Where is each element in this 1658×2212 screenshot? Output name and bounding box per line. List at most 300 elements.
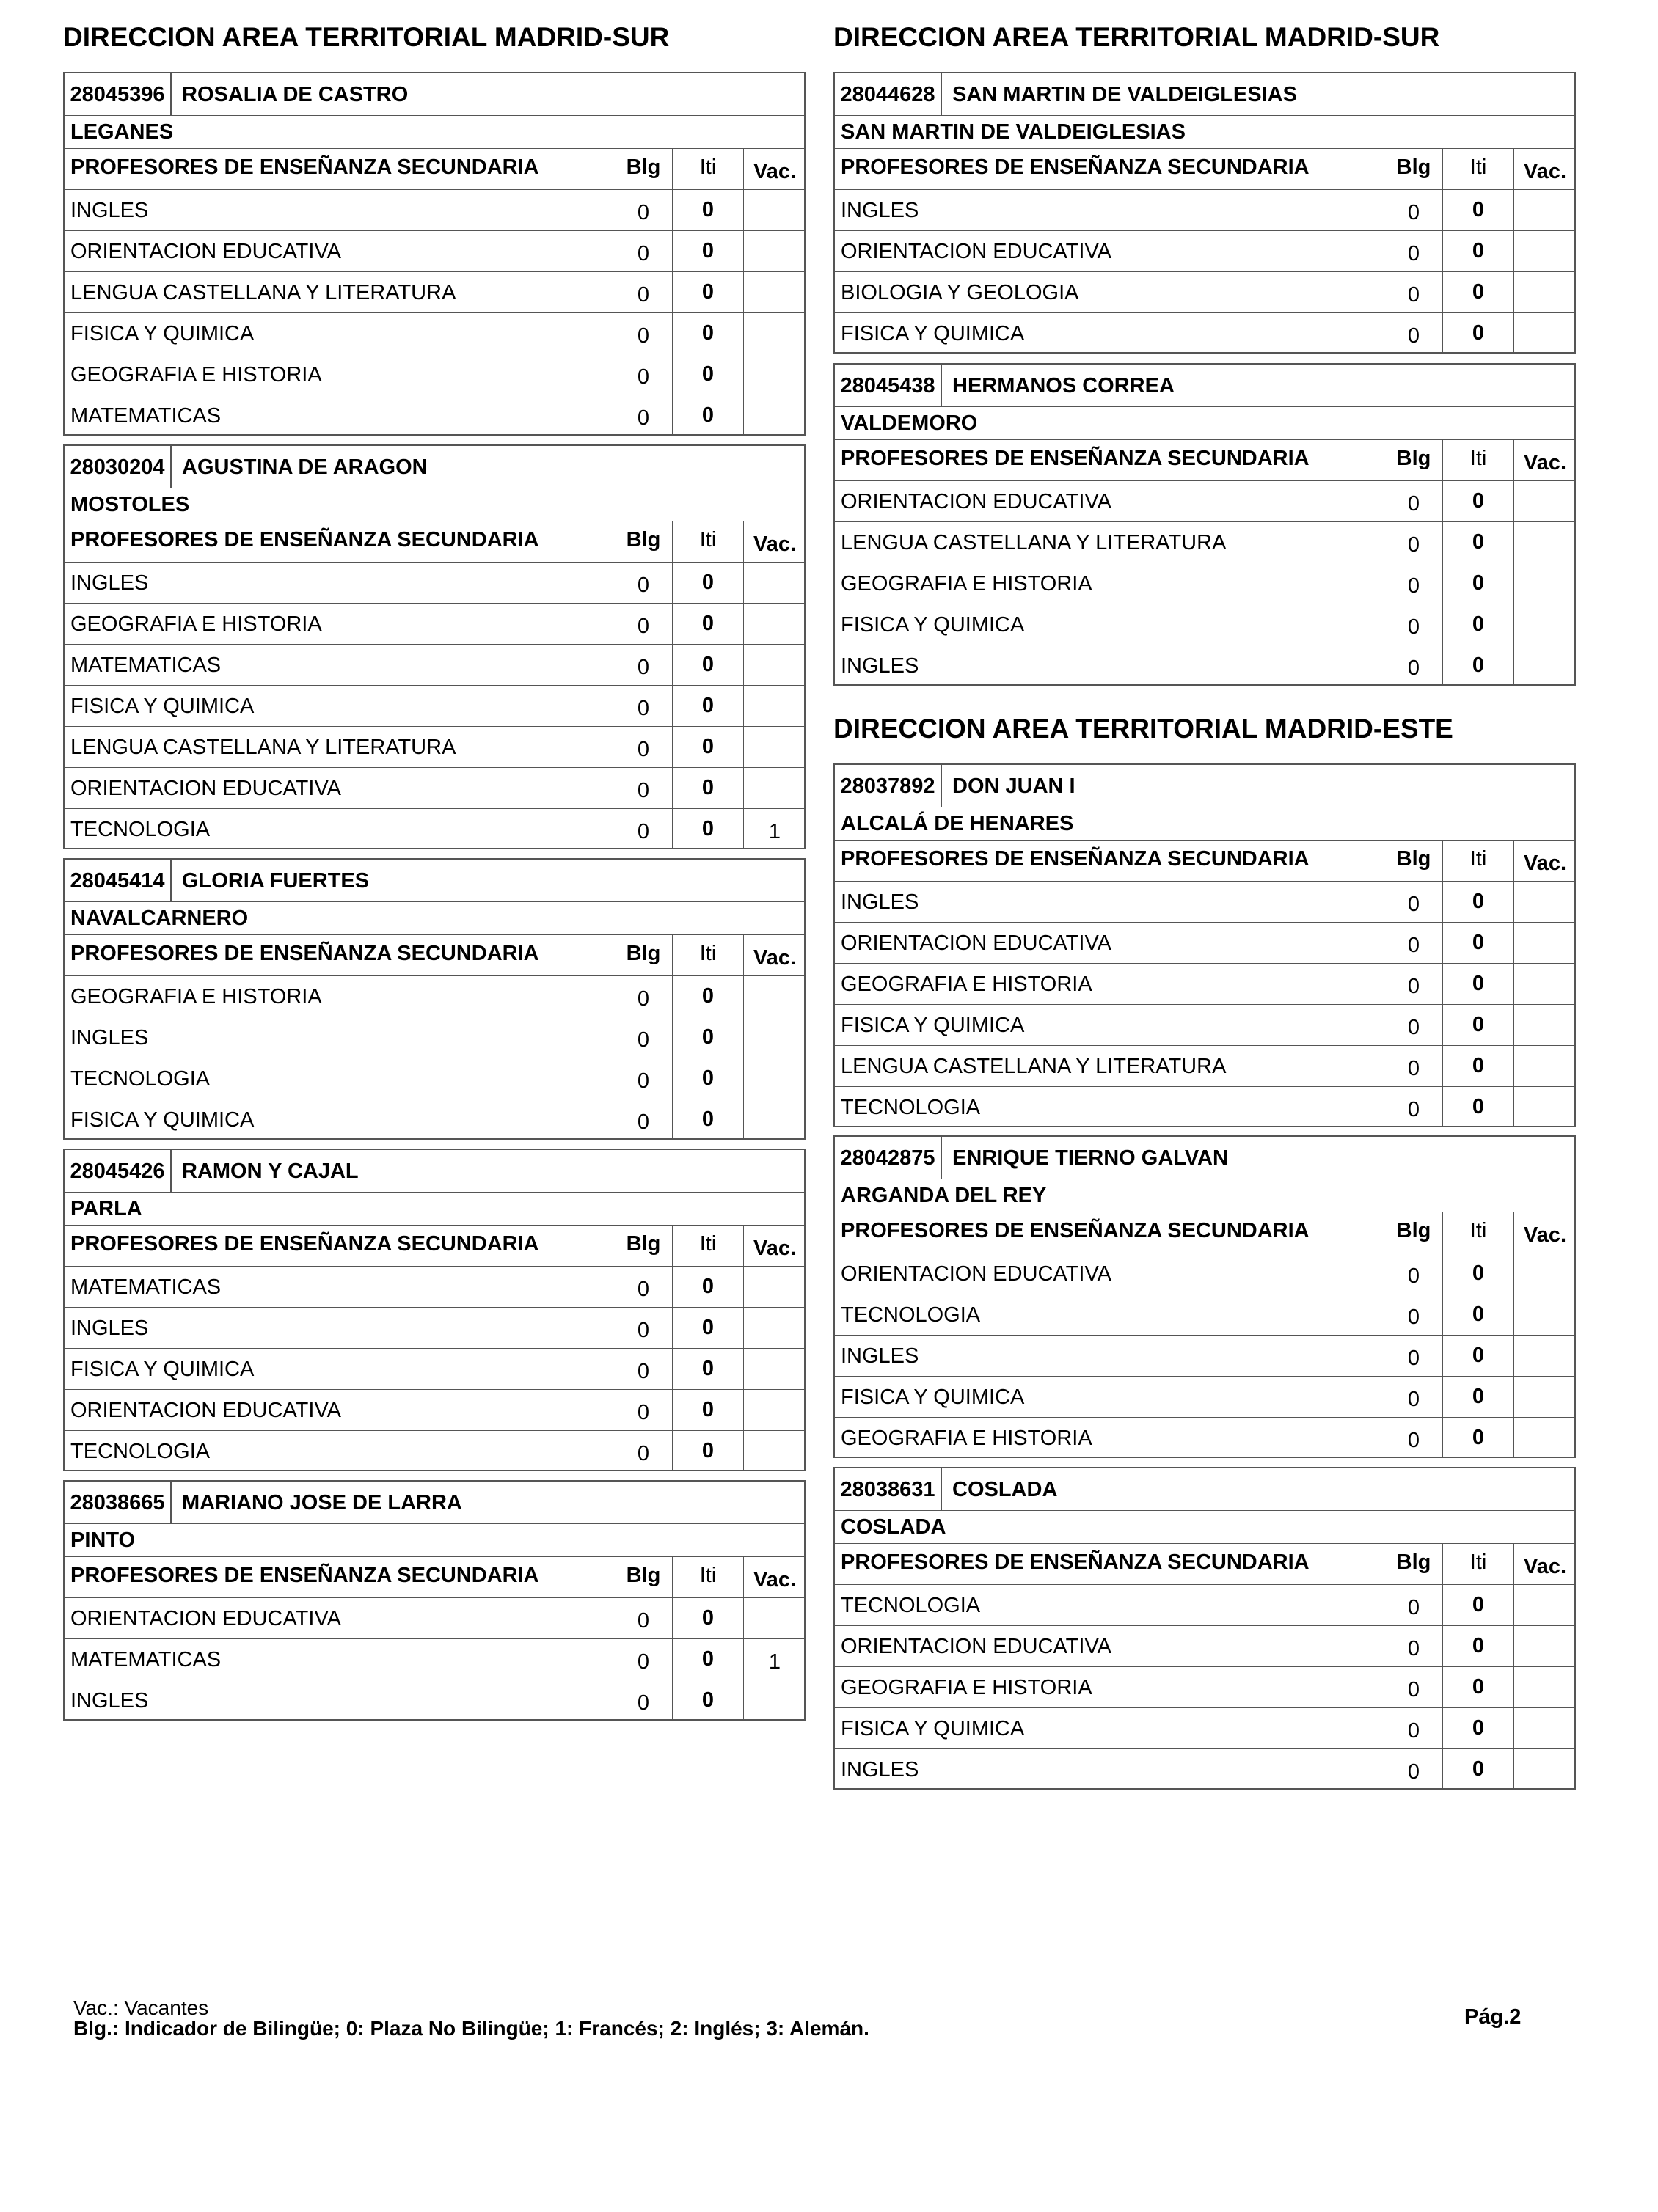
subject-name: ORIENTACION EDUCATIVA xyxy=(70,777,341,800)
subject-table xyxy=(833,439,1576,686)
subject-name: FISICA Y QUIMICA xyxy=(841,1385,1025,1409)
subject-table xyxy=(833,840,1576,1127)
table-row xyxy=(63,767,806,808)
iti-value: 0 xyxy=(672,686,744,726)
table-row xyxy=(833,189,1576,230)
blg-value: 0 xyxy=(637,615,650,638)
subject-name: ORIENTACION EDUCATIVA xyxy=(841,240,1111,263)
iti-value: 0 xyxy=(1442,522,1514,563)
blg-value: 0 xyxy=(637,1609,650,1633)
iti-value: 0 xyxy=(1442,1005,1514,1045)
vac-value xyxy=(1514,1708,1576,1748)
blg-value: 0 xyxy=(1407,492,1420,516)
vac-value xyxy=(1514,231,1576,271)
table-row xyxy=(63,644,806,685)
table-row xyxy=(833,521,1576,563)
iti-value: 0 xyxy=(672,1680,744,1719)
header-body-label: PROFESORES DE ENSEÑANZA SECUNDARIA xyxy=(70,1564,539,1587)
header-blg: Blg xyxy=(1396,1550,1431,1574)
table-row xyxy=(63,1680,806,1721)
subject-name: FISICA Y QUIMICA xyxy=(70,322,255,345)
table-row xyxy=(63,1638,806,1680)
vac-value xyxy=(1514,190,1576,230)
subject-name: FISICA Y QUIMICA xyxy=(70,1358,255,1381)
center-header xyxy=(63,1480,806,1524)
iti-value: 0 xyxy=(672,313,744,354)
vac-value xyxy=(744,727,806,767)
iti-value: 0 xyxy=(672,231,744,271)
subject-name: INGLES xyxy=(841,1344,919,1368)
blg-value: 0 xyxy=(637,820,650,843)
header-vac: Vac. xyxy=(753,1568,797,1592)
center-town: SAN MARTIN DE VALDEIGLESIAS xyxy=(833,116,1576,148)
table-row xyxy=(63,1017,806,1058)
table-header-row xyxy=(833,840,1576,881)
vac-value xyxy=(744,976,806,1017)
blg-value: 0 xyxy=(637,1319,650,1342)
vac-value xyxy=(1514,923,1576,963)
subject-name: ORIENTACION EDUCATIVA xyxy=(841,1635,1111,1658)
blg-value: 0 xyxy=(1407,1637,1420,1660)
iti-value: 0 xyxy=(1442,313,1514,352)
table-header-row xyxy=(63,1556,806,1597)
page-number: Pág.2 xyxy=(1464,2005,1522,2029)
table-row xyxy=(63,354,806,395)
center-town: COSLADA xyxy=(833,1511,1576,1543)
iti-value: 0 xyxy=(672,354,744,395)
subject-name: INGLES xyxy=(70,1026,149,1050)
center-town: PINTO xyxy=(63,1524,806,1556)
subject-name: MATEMATICAS xyxy=(70,1275,222,1299)
subject-name: FISICA Y QUIMICA xyxy=(841,1717,1025,1740)
iti-value: 0 xyxy=(672,563,744,603)
table-row xyxy=(63,230,806,271)
blg-value: 0 xyxy=(1407,283,1420,307)
center-town: VALDEMORO xyxy=(833,407,1576,439)
center-town: ALCALÁ DE HENARES xyxy=(833,807,1576,840)
vac-value xyxy=(1514,1253,1576,1294)
subject-name: ORIENTACION EDUCATIVA xyxy=(841,490,1111,513)
blg-value: 0 xyxy=(637,1028,650,1052)
blg-value: 0 xyxy=(1407,1016,1420,1039)
table-row xyxy=(63,726,806,767)
subject-name: LENGUA CASTELLANA Y LITERATURA xyxy=(841,531,1227,554)
table-row xyxy=(63,395,806,436)
table-row xyxy=(63,1307,806,1348)
center-header xyxy=(833,763,1576,807)
center-town: PARLA xyxy=(63,1193,806,1225)
vac-value xyxy=(1514,645,1576,684)
header-body-label: PROFESORES DE ENSEÑANZA SECUNDARIA xyxy=(70,942,539,965)
iti-value: 0 xyxy=(1442,1046,1514,1086)
header-blg: Blg xyxy=(626,1232,661,1256)
iti-value: 0 xyxy=(1442,231,1514,271)
vac-value xyxy=(744,190,806,230)
table-row xyxy=(63,1430,806,1471)
blg-value: 0 xyxy=(637,1069,650,1093)
iti-value: 0 xyxy=(1442,563,1514,604)
header-vac: Vac. xyxy=(1523,852,1567,875)
center-header xyxy=(63,444,806,488)
header-blg: Blg xyxy=(1396,1219,1431,1242)
vac-value xyxy=(1514,1749,1576,1788)
vac-value: 1 xyxy=(768,820,781,843)
subject-table xyxy=(63,1556,806,1721)
blg-value: 0 xyxy=(1407,533,1420,557)
center-code: 28030204 xyxy=(65,446,172,488)
blg-value: 0 xyxy=(637,283,650,307)
blg-value: 0 xyxy=(1407,201,1420,224)
center-name: AGUSTINA DE ARAGON xyxy=(182,455,428,479)
subject-name: GEOGRAFIA E HISTORIA xyxy=(841,973,1092,996)
center-town: ARGANDA DEL REY xyxy=(833,1179,1576,1212)
center-header xyxy=(63,858,806,902)
iti-value: 0 xyxy=(1442,272,1514,312)
center-name: DON JUAN I xyxy=(952,774,1075,798)
table-row xyxy=(833,881,1576,922)
vac-value xyxy=(744,1308,806,1348)
center-name: SAN MARTIN DE VALDEIGLESIAS xyxy=(952,83,1297,106)
table-header-row xyxy=(833,148,1576,189)
vac-value xyxy=(1514,272,1576,312)
vac-value xyxy=(744,313,806,354)
header-blg: Blg xyxy=(1396,155,1431,179)
table-row xyxy=(63,1389,806,1430)
table-row xyxy=(63,603,806,644)
iti-value: 0 xyxy=(1442,1667,1514,1707)
header-vac: Vac. xyxy=(753,1237,797,1260)
vac-value xyxy=(744,354,806,395)
iti-value: 0 xyxy=(672,727,744,767)
header-blg: Blg xyxy=(626,155,661,179)
header-body-label: PROFESORES DE ENSEÑANZA SECUNDARIA xyxy=(70,1232,539,1256)
subject-name: GEOGRAFIA E HISTORIA xyxy=(841,1676,1092,1699)
vac-value xyxy=(1514,882,1576,922)
iti-value: 0 xyxy=(1442,1336,1514,1376)
subject-table xyxy=(833,1212,1576,1458)
header-vac: Vac. xyxy=(753,160,797,183)
blg-value: 0 xyxy=(1407,242,1420,265)
center-code: 28045426 xyxy=(65,1150,172,1192)
center-header xyxy=(63,72,806,116)
table-row xyxy=(833,230,1576,271)
center-code: 28037892 xyxy=(835,765,942,807)
iti-value: 0 xyxy=(1442,1377,1514,1417)
header-iti: Iti xyxy=(1442,1544,1514,1584)
vac-value xyxy=(744,1349,806,1389)
table-row xyxy=(833,1707,1576,1748)
iti-value: 0 xyxy=(672,645,744,685)
subject-name: ORIENTACION EDUCATIVA xyxy=(70,1607,341,1630)
header-body-label: PROFESORES DE ENSEÑANZA SECUNDARIA xyxy=(841,447,1310,470)
subject-name: GEOGRAFIA E HISTORIA xyxy=(841,1427,1092,1450)
section-title: DIRECCION AREA TERRITORIAL MADRID-SUR xyxy=(63,22,670,52)
subject-name: GEOGRAFIA E HISTORIA xyxy=(70,612,322,636)
subject-name: LENGUA CASTELLANA Y LITERATURA xyxy=(70,281,456,304)
section-title: DIRECCION AREA TERRITORIAL MADRID-SUR xyxy=(833,22,1440,52)
blg-value: 0 xyxy=(637,1278,650,1301)
vac-value xyxy=(1514,1294,1576,1335)
center-name: MARIANO JOSE DE LARRA xyxy=(182,1491,462,1515)
center-name: ENRIQUE TIERNO GALVAN xyxy=(952,1146,1228,1170)
table-row xyxy=(833,1376,1576,1417)
header-iti: Iti xyxy=(672,521,744,562)
iti-value: 0 xyxy=(1442,964,1514,1004)
subject-name: FISICA Y QUIMICA xyxy=(841,322,1025,345)
vac-value xyxy=(744,272,806,312)
center-block xyxy=(833,1135,1576,1458)
table-row xyxy=(63,271,806,312)
blg-value: 0 xyxy=(637,1110,650,1134)
header-iti: Iti xyxy=(1442,149,1514,189)
center-code: 28044628 xyxy=(835,73,942,115)
blg-value: 0 xyxy=(637,1650,650,1674)
header-body-label: PROFESORES DE ENSEÑANZA SECUNDARIA xyxy=(841,847,1310,871)
subject-name: TECNOLOGIA xyxy=(841,1096,981,1119)
vac-value xyxy=(1514,604,1576,645)
header-blg: Blg xyxy=(626,942,661,965)
iti-value: 0 xyxy=(672,976,744,1017)
subject-name: FISICA Y QUIMICA xyxy=(841,613,1025,637)
center-name: COSLADA xyxy=(952,1478,1058,1501)
center-block xyxy=(833,363,1576,686)
center-header xyxy=(833,72,1576,116)
subject-table xyxy=(833,1543,1576,1790)
table-row xyxy=(63,1099,806,1140)
table-row xyxy=(63,312,806,354)
table-header-row xyxy=(63,148,806,189)
iti-value: 0 xyxy=(1442,604,1514,645)
iti-value: 0 xyxy=(672,190,744,230)
vac-value: 1 xyxy=(768,1650,781,1674)
vac-value xyxy=(744,563,806,603)
blg-value: 0 xyxy=(637,406,650,430)
center-code: 28045396 xyxy=(65,73,172,115)
subject-name: ORIENTACION EDUCATIVA xyxy=(841,1262,1111,1286)
header-vac: Vac. xyxy=(753,946,797,970)
blg-value: 0 xyxy=(1407,1429,1420,1452)
vac-value xyxy=(1514,481,1576,521)
table-row xyxy=(63,562,806,603)
table-row xyxy=(833,563,1576,604)
table-header-row xyxy=(63,1225,806,1266)
subject-table xyxy=(63,148,806,436)
blg-value: 0 xyxy=(1407,656,1420,680)
subject-name: TECNOLOGIA xyxy=(70,818,211,841)
center-town: MOSTOLES xyxy=(63,488,806,521)
center-code: 28038665 xyxy=(65,1482,172,1523)
blg-value: 0 xyxy=(1407,1388,1420,1411)
table-header-row xyxy=(63,521,806,562)
blg-value: 0 xyxy=(1407,1305,1420,1329)
vac-value xyxy=(1514,964,1576,1004)
center-name: GLORIA FUERTES xyxy=(182,869,370,893)
subject-name: ORIENTACION EDUCATIVA xyxy=(70,240,341,263)
vac-value xyxy=(744,1598,806,1638)
subject-table xyxy=(833,148,1576,354)
iti-value: 0 xyxy=(672,1058,744,1099)
center-block xyxy=(63,1149,806,1471)
subject-name: LENGUA CASTELLANA Y LITERATURA xyxy=(841,1055,1227,1078)
subject-name: GEOGRAFIA E HISTORIA xyxy=(70,363,322,387)
center-header xyxy=(833,1135,1576,1179)
table-header-row xyxy=(833,1212,1576,1253)
header-blg: Blg xyxy=(626,1564,661,1587)
table-header-row xyxy=(833,1543,1576,1584)
blg-value: 0 xyxy=(1407,1057,1420,1080)
iti-value: 0 xyxy=(672,1099,744,1138)
iti-value: 0 xyxy=(672,768,744,808)
vac-value xyxy=(1514,1377,1576,1417)
table-header-row xyxy=(63,934,806,975)
subject-name: TECNOLOGIA xyxy=(70,1440,211,1463)
table-row xyxy=(833,271,1576,312)
vac-value xyxy=(744,395,806,434)
table-row xyxy=(833,1004,1576,1045)
iti-value: 0 xyxy=(672,1267,744,1307)
table-row xyxy=(63,685,806,726)
blg-value: 0 xyxy=(637,1401,650,1424)
subject-name: ORIENTACION EDUCATIVA xyxy=(841,931,1111,955)
subject-name: FISICA Y QUIMICA xyxy=(70,1108,255,1132)
iti-value: 0 xyxy=(672,809,744,848)
table-row xyxy=(63,808,806,849)
center-block xyxy=(833,1467,1576,1790)
vac-value xyxy=(1514,1418,1576,1457)
table-row xyxy=(63,1348,806,1389)
vac-value xyxy=(1514,522,1576,563)
footer-legend-vacantes: Vac.: Vacantes xyxy=(73,1996,209,2019)
center-name: HERMANOS CORREA xyxy=(952,374,1175,398)
subject-name: INGLES xyxy=(70,1316,149,1340)
blg-value: 0 xyxy=(1407,1678,1420,1702)
blg-value: 0 xyxy=(1407,934,1420,957)
header-blg: Blg xyxy=(626,528,661,552)
subject-name: TECNOLOGIA xyxy=(841,1594,981,1617)
subject-name: INGLES xyxy=(841,890,919,914)
iti-value: 0 xyxy=(672,1349,744,1389)
table-row xyxy=(833,1666,1576,1707)
table-row xyxy=(833,1253,1576,1294)
header-iti: Iti xyxy=(672,1557,744,1597)
blg-value: 0 xyxy=(637,779,650,802)
header-iti: Iti xyxy=(1442,1212,1514,1253)
subject-name: INGLES xyxy=(70,199,149,222)
iti-value: 0 xyxy=(672,1308,744,1348)
center-code: 28045438 xyxy=(835,365,942,406)
blg-value: 0 xyxy=(637,365,650,389)
center-block xyxy=(833,763,1576,1127)
header-iti: Iti xyxy=(672,1226,744,1266)
subject-name: INGLES xyxy=(70,571,149,595)
center-town: LEGANES xyxy=(63,116,806,148)
vac-value xyxy=(744,645,806,685)
blg-value: 0 xyxy=(637,1360,650,1383)
blg-value: 0 xyxy=(637,324,650,348)
subject-table xyxy=(63,1225,806,1471)
subject-name: INGLES xyxy=(70,1689,149,1713)
subject-name: MATEMATICAS xyxy=(70,653,222,677)
blg-value: 0 xyxy=(1407,1264,1420,1288)
vac-value xyxy=(744,1431,806,1470)
iti-value: 0 xyxy=(1442,1749,1514,1788)
vac-value xyxy=(1514,1667,1576,1707)
blg-value: 0 xyxy=(637,738,650,761)
table-header-row xyxy=(833,439,1576,480)
vac-value xyxy=(744,1058,806,1099)
center-block xyxy=(63,1480,806,1721)
vac-value xyxy=(744,1017,806,1058)
subject-name: FISICA Y QUIMICA xyxy=(841,1014,1025,1037)
table-row xyxy=(63,975,806,1017)
header-vac: Vac. xyxy=(753,532,797,556)
table-row xyxy=(63,1266,806,1307)
subject-name: FISICA Y QUIMICA xyxy=(70,695,255,718)
vac-value xyxy=(744,768,806,808)
center-name: RAMON Y CAJAL xyxy=(182,1160,359,1183)
subject-name: GEOGRAFIA E HISTORIA xyxy=(841,572,1092,596)
blg-value: 0 xyxy=(637,1691,650,1715)
vac-value xyxy=(744,231,806,271)
center-block xyxy=(63,858,806,1140)
table-row xyxy=(833,1294,1576,1335)
blg-value: 0 xyxy=(637,201,650,224)
blg-value: 0 xyxy=(1407,615,1420,639)
blg-value: 0 xyxy=(1407,1596,1420,1619)
subject-name: TECNOLOGIA xyxy=(841,1303,981,1327)
center-block xyxy=(63,444,806,849)
header-iti: Iti xyxy=(1442,440,1514,480)
table-row xyxy=(833,604,1576,645)
blg-value: 0 xyxy=(637,656,650,679)
table-row xyxy=(833,1045,1576,1086)
blg-value: 0 xyxy=(1407,1347,1420,1370)
vac-value xyxy=(1514,1005,1576,1045)
header-body-label: PROFESORES DE ENSEÑANZA SECUNDARIA xyxy=(841,155,1310,179)
iti-value: 0 xyxy=(1442,481,1514,521)
subject-name: INGLES xyxy=(841,654,919,678)
header-vac: Vac. xyxy=(1523,451,1567,475)
blg-value: 0 xyxy=(637,987,650,1011)
iti-value: 0 xyxy=(672,604,744,644)
iti-value: 0 xyxy=(1442,1585,1514,1625)
iti-value: 0 xyxy=(672,1431,744,1470)
subject-name: LENGUA CASTELLANA Y LITERATURA xyxy=(70,736,456,759)
iti-value: 0 xyxy=(1442,190,1514,230)
table-row xyxy=(833,480,1576,521)
center-code: 28045414 xyxy=(65,860,172,901)
blg-value: 0 xyxy=(637,574,650,597)
header-body-label: PROFESORES DE ENSEÑANZA SECUNDARIA xyxy=(841,1550,1310,1574)
vac-value xyxy=(744,1680,806,1719)
center-code: 28038631 xyxy=(835,1468,942,1510)
iti-value: 0 xyxy=(672,1390,744,1430)
blg-value: 0 xyxy=(1407,1098,1420,1121)
table-row xyxy=(833,963,1576,1004)
center-header xyxy=(833,1467,1576,1511)
subject-name: INGLES xyxy=(841,199,919,222)
vac-value xyxy=(744,604,806,644)
table-row xyxy=(833,1086,1576,1127)
vac-value xyxy=(744,1267,806,1307)
vac-value xyxy=(1514,1087,1576,1126)
iti-value: 0 xyxy=(672,1639,744,1680)
center-block xyxy=(833,72,1576,354)
iti-value: 0 xyxy=(1442,1708,1514,1748)
table-row xyxy=(833,645,1576,686)
vac-value xyxy=(1514,1626,1576,1666)
vac-value xyxy=(1514,1585,1576,1625)
